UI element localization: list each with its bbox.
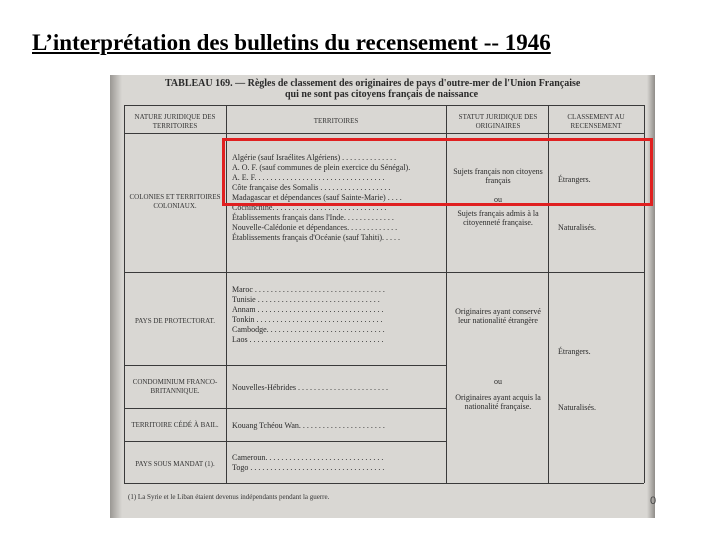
territory-item: Nouvelle-Calédonie et dépendances. . . . . . . . . . . . . xyxy=(232,223,398,232)
category-mandat: PAYS SOUS MANDAT (1). xyxy=(135,460,215,468)
territory-list-condominium xyxy=(232,383,446,393)
header-classement: CLASSEMENT AU RECENSEMENT xyxy=(567,113,625,130)
classement-naturalises-2: Naturalisés. xyxy=(558,403,596,412)
page-number: 0 xyxy=(650,495,657,507)
statut-ou-1: ou xyxy=(494,195,502,204)
table-subtitle: qui ne sont pas citoyens français de naissance xyxy=(285,89,479,100)
statut-ou-2: ou xyxy=(494,377,502,386)
territory-item: Algérie (sauf Israélites Algériens) . . . . . . . . . . . . . . xyxy=(232,153,397,162)
territory-item: Annam . . . . . . . . . . . . . . . . . . . . . . . . . . . . . . . . xyxy=(232,305,384,314)
table-bottom-rule xyxy=(124,483,644,484)
territory-item: Nouvelles-Hébrides . . . . . . . . . . . . . . . . . . . . . . . xyxy=(232,383,388,392)
scan-shadow-left xyxy=(110,75,122,518)
header-statut: STATUT JURIDIQUE DES ORIGINAIRES xyxy=(458,113,538,130)
category-colonies: COLONIES ET TERRITOIRES COLONIAUX. xyxy=(129,193,221,210)
statut-nationalite-etrangere: Originaires ayant conservé leur nationalité étrangère xyxy=(455,307,541,325)
table-top-rule xyxy=(124,105,644,106)
statut-sujets-non-citoyens: Sujets français non citoyens français xyxy=(453,167,543,185)
col-rule-left xyxy=(124,105,125,483)
classement-naturalises-1: Naturalisés. xyxy=(558,223,596,232)
territory-item: A. O. F. (sauf communes de plein exercice du Sénégal). xyxy=(232,163,411,172)
territory-list-mandat xyxy=(232,453,446,473)
territory-item: Cochinchine. . . . . . . . . . . . . . . . . . . . . . . . . . . . . xyxy=(232,203,387,212)
territory-item: Kouang Tchéou Wan. . . . . . . . . . . . . . . . . . . . . . xyxy=(232,421,385,430)
header-territoires: TERRITOIRES xyxy=(313,117,359,125)
header-nature: NATURE JURIDIQUE DES TERRITOIRES xyxy=(134,113,216,130)
territory-item: Établissements français d'Océanie (sauf Tahiti). . . . . xyxy=(232,233,401,242)
footnote: (1) La Syrie et le Liban étaient devenus indépendants pendant la guerre. xyxy=(128,493,330,501)
row-rule-condominium xyxy=(124,408,446,409)
territory-item: Côte française des Somalis . . . . . . . . . . . . . . . . . . xyxy=(232,183,391,192)
highlight-box xyxy=(222,138,653,206)
slide-title: L’interprétation des bulletins du recensement -- 1946 xyxy=(32,30,551,55)
territory-item: Togo . . . . . . . . . . . . . . . . . . . . . . . . . . . . . . . . . . xyxy=(232,463,385,472)
territory-item: Cambodge. . . . . . . . . . . . . . . . . . . . . . . . . . . . . . xyxy=(232,325,385,334)
territory-list-bail xyxy=(232,421,446,431)
category-protectorat: PAYS DE PROTECTORAT. xyxy=(135,317,215,325)
category-territoire-bail: TERRITOIRE CÉDÉ À BAIL. xyxy=(131,421,219,429)
statut-nationalite-francaise: Originaires ayant acquis la nationalité française. xyxy=(455,393,541,411)
territory-list-protectorat xyxy=(232,285,446,345)
row-rule-bail xyxy=(124,441,446,442)
row-rule-colonies xyxy=(124,272,644,273)
territory-item: Madagascar et dépendances (sauf Sainte-Marie) . . . . xyxy=(232,193,402,202)
territory-item: Tonkin . . . . . . . . . . . . . . . . . . . . . . . . . . . . . . . . xyxy=(232,315,383,324)
territory-item: Laos . . . . . . . . . . . . . . . . . . . . . . . . . . . . . . . . . . xyxy=(232,335,384,344)
territory-item: Cameroun. . . . . . . . . . . . . . . . . . . . . . . . . . . . . . xyxy=(232,453,384,462)
statut-sujets-admis: Sujets français admis à la citoyenneté française. xyxy=(457,209,539,227)
classement-etrangers-1: Étrangers. xyxy=(558,175,591,184)
category-condominium: CONDOMINIUM FRANCO-BRITANNIQUE. xyxy=(132,378,218,395)
territory-item: Maroc . . . . . . . . . . . . . . . . . . . . . . . . . . . . . . . . . xyxy=(232,285,385,294)
territory-item: Établissements français dans l'Inde. . . . . . . . . . . . . xyxy=(232,213,394,222)
territory-item: Tunisie . . . . . . . . . . . . . . . . . . . . . . . . . . . . . . . xyxy=(232,295,380,304)
territory-item: A. E. F. . . . . . . . . . . . . . . . . . . . . . . . . . . . . . . . . xyxy=(232,173,385,182)
header-rule xyxy=(124,133,644,134)
classement-etrangers-2: Étrangers. xyxy=(558,347,591,356)
row-rule-protectorat xyxy=(124,365,446,366)
table-title: TABLEAU 169. — Règles de classement des originaires de pays d'outre-mer de l'Union Française xyxy=(165,78,581,89)
